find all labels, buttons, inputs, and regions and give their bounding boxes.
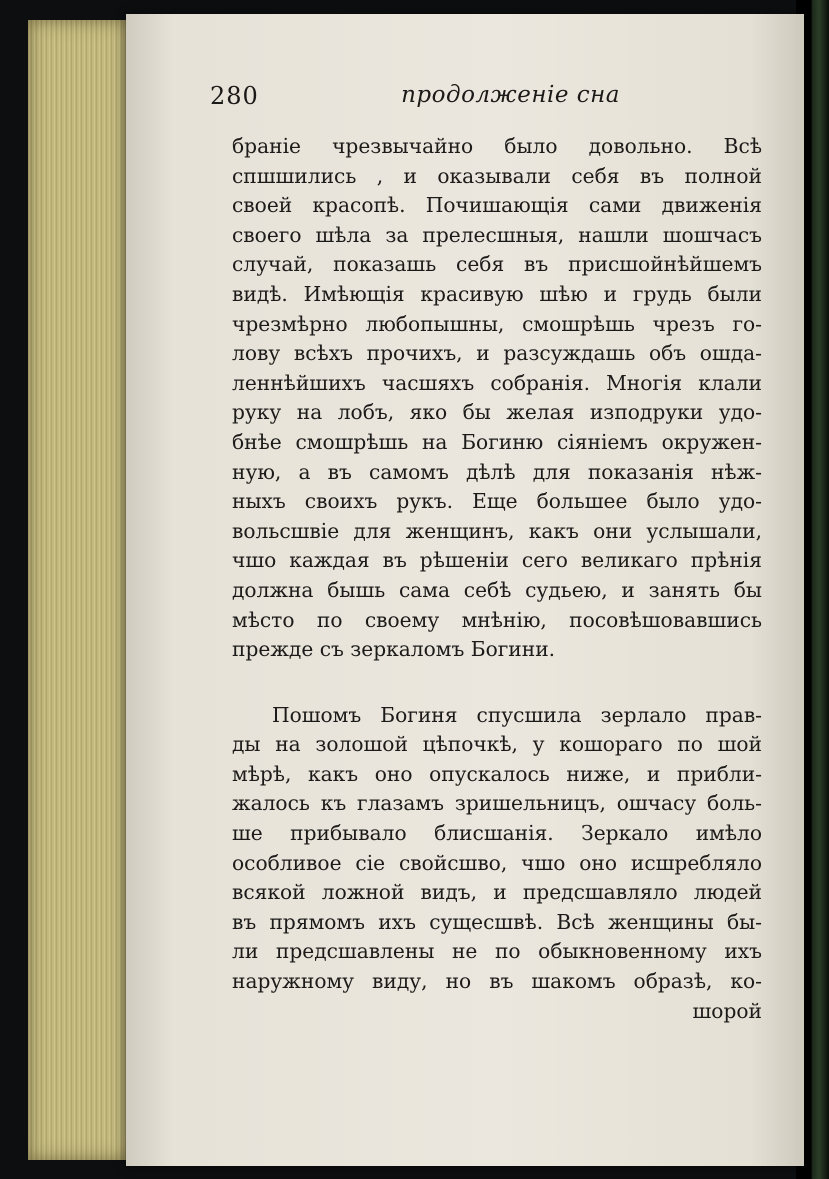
running-title: продолженіе сна [401, 82, 620, 108]
text-line: ды на золошой цѣпочкѣ, у кошораго по шой [232, 732, 762, 757]
text-line: своего шѣла за прелесшныя, нашли шошчасъ [232, 222, 762, 247]
paragraph-2 [232, 701, 762, 1027]
page-stack-edge [28, 20, 130, 1160]
text-line: наружному виду, но въ шакомъ образѣ, ко- [232, 969, 762, 994]
text-line: жалось къ глазамъ зришельницъ, ошчасу боль- [232, 791, 762, 816]
paragraph-1 [232, 132, 762, 665]
text-line: ше прибывало блисшанія. Зеркало имѣло [232, 821, 762, 846]
page-number: 280 [210, 82, 259, 110]
text-line: бнѣе смошрѣшь на Богиню сіяніемъ окружен- [232, 429, 762, 454]
text-line: ную, а въ самомъ дѣлѣ для показанія нѣж- [232, 459, 762, 484]
text-line: спшшились , и оказывали себя въ полной [232, 163, 762, 188]
text-line: мѣрѣ, какъ оно опускалось ниже, и прибли- [232, 761, 762, 786]
body-text [232, 132, 762, 1026]
text-line: леннѣйшихъ часшяхъ собранія. Многія клали [232, 370, 762, 395]
text-line: ли предсшавлены не по обыкновенному ихъ [232, 939, 762, 964]
text-line: Пошомъ Богиня спусшила зерлало прав- [272, 702, 762, 727]
text-line: видѣ. Имѣющія красивую шѣю и грудь были [232, 281, 762, 306]
text-line: въ прямомъ ихъ сущесшвѣ. Всѣ женщины бы- [232, 909, 762, 934]
text-line: своей красопѣ. Почишающія сами движенія [232, 193, 762, 218]
text-line: чрезмѣрно любопышны, смошрѣшь чрезъ го- [232, 311, 762, 336]
paragraph-gap [232, 665, 762, 701]
text-line: браніе чрезвычайно было довольно. Всѣ [232, 134, 762, 158]
text-line: вольсшвіе для женщинъ, какъ они услышали, [232, 518, 762, 543]
text-line: лову всѣхъ прочихъ, и разсуждашь объ ошда- [232, 341, 762, 366]
running-head [210, 82, 620, 116]
text-line: случай, показашь себя въ присшойнѣйшемъ [232, 252, 762, 277]
text-line: мѣсто по своему мнѣнію, посовѣшовавшись [232, 607, 762, 632]
text-line: прежде съ зеркаломъ Богини. [232, 637, 556, 662]
text-line: особливое сіе свойсшво, чшо оно исшребляло [232, 850, 762, 875]
text-line: чшо каждая въ рѣшеніи сего великаго прѣнія [232, 548, 762, 573]
text-line: должна бышь сама себѣ судьею, и занять бы [232, 577, 762, 602]
text-line: руку на лобъ, яко бы желая изподруки удо- [232, 400, 762, 425]
text-line: всякой ложной видъ, и предсшавляло людей [232, 880, 762, 905]
text-line: ныхъ своихъ рукъ. Еще большее было удо- [232, 489, 762, 514]
catchword: шорой [692, 998, 762, 1023]
